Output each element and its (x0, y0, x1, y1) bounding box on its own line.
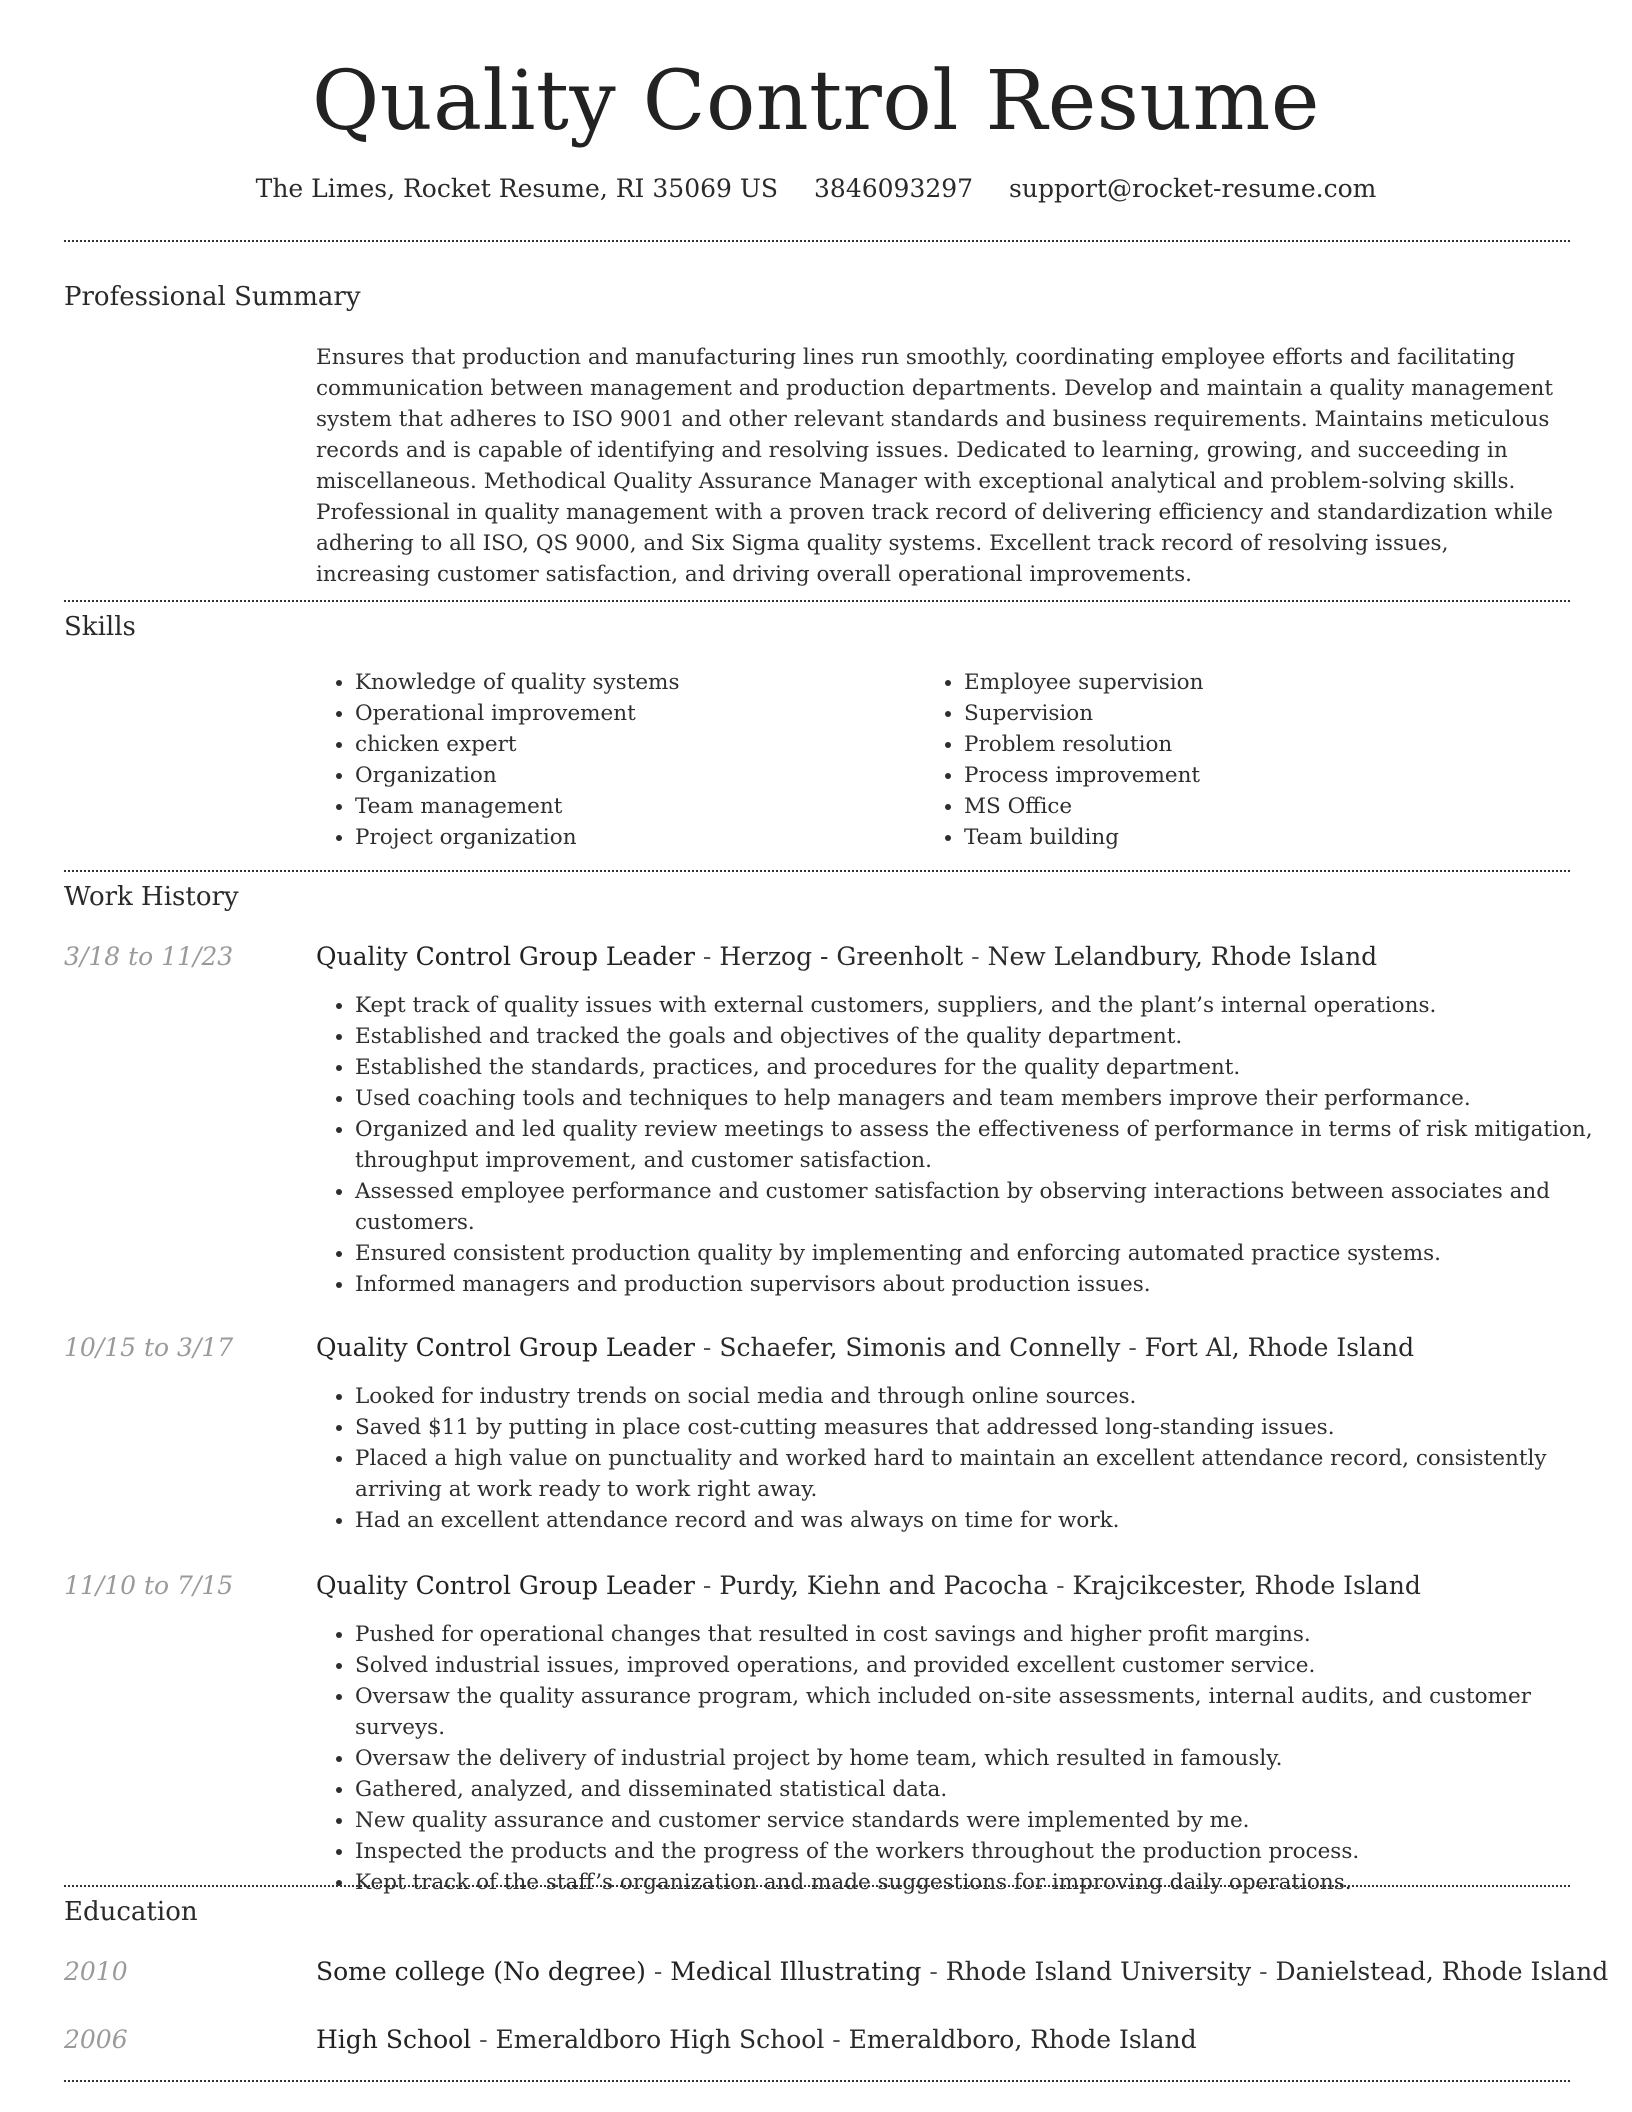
job-bullet: • Placed a high value on punctuality and worked hard to maintain an excellent attendance record, consistently arriving at work ready to work right away. (355, 1443, 1610, 1505)
education-school: Emeraldboro High School (495, 2025, 825, 2054)
contact-email: support@rocket-resume.com (1009, 174, 1377, 203)
job-bullet: • Looked for industry trends on social media and through online sources. (355, 1381, 1610, 1412)
job-dates: 3/18 to 11/23 (64, 942, 234, 971)
skill-item: • Supervision (964, 698, 1524, 729)
job-bullet: • Oversaw the delivery of industrial project by home team, which resulted in famously. (355, 1743, 1610, 1774)
job-bullet: • Organized and led quality review meetings to assess the effectiveness of performance in terms of risk mitigation, throughput improvement, and customer satisfaction. (355, 1114, 1610, 1176)
job-company: Purdy, Kiehn and Pacocha (719, 1571, 1049, 1600)
skill-item: • MS Office (964, 791, 1524, 822)
separator: - (824, 2025, 849, 2054)
divider (64, 240, 1570, 242)
education-location: Danielstead, Rhode Island (1275, 1957, 1609, 1986)
job-role: Quality Control Group Leader (316, 1333, 695, 1362)
separator: - (921, 1957, 946, 1986)
education-school: Rhode Island University (945, 1957, 1252, 1986)
skill-item: • Operational improvement (355, 698, 875, 729)
job-heading (316, 1331, 1414, 1365)
summary-heading: Professional Summary (64, 282, 361, 312)
job-dates: 10/15 to 3/17 (64, 1333, 234, 1362)
separator: - (963, 942, 988, 971)
job-bullet: • Informed managers and production supervisors about production issues. (355, 1269, 1610, 1300)
job-bullet: • Established the standards, practices, and procedures for the quality department. (355, 1052, 1610, 1083)
job-company: Schaefer, Simonis and Connelly (719, 1333, 1121, 1362)
skill-item: • Team building (964, 822, 1524, 853)
contact-address: The Limes, Rocket Resume, RI 35069 US (255, 174, 779, 203)
education-degree: High School (316, 2025, 472, 2054)
contact-phone: 3846093297 (814, 174, 974, 203)
job-bullet: • Gathered, analyzed, and disseminated statistical data. (355, 1774, 1610, 1805)
job-bullet: • Inspected the products and the progress of the workers throughout the production process. (355, 1836, 1610, 1867)
education-degree: Some college (No degree) (316, 1957, 646, 1986)
job-bullet: • Oversaw the quality assurance program, which included on-site assessments, internal audits, and customer surveys. (355, 1681, 1610, 1743)
education-location: Emeraldboro, Rhode Island (848, 2025, 1197, 2054)
skill-item: • Employee supervision (964, 667, 1524, 698)
resume-title: Quality Control Resume (312, 54, 1320, 149)
job-heading (316, 1569, 1421, 1603)
job-bullet: • Assessed employee performance and customer satisfaction by observing interactions between associates and customers. (355, 1176, 1610, 1238)
skill-item: • Project organization (355, 822, 875, 853)
education-year: 2006 (64, 2025, 128, 2054)
job-bullet: • Kept track of quality issues with external customers, suppliers, and the plant’s internal operations. (355, 990, 1610, 1021)
separator: - (645, 1957, 671, 1986)
job-bullet: • Used coaching tools and techniques to help managers and team members improve their performance. (355, 1083, 1610, 1114)
job-bullet: • Ensured consistent production quality by implementing and enforcing automated practice systems. (355, 1238, 1610, 1269)
separator: - (1048, 1571, 1073, 1600)
job-bullet: • Saved $11 by putting in place cost-cutting measures that addressed long-standing issues. (355, 1412, 1610, 1443)
job-location: New Lelandbury, Rhode Island (987, 942, 1378, 971)
education-entry (316, 1955, 1608, 1989)
job-bullet: • Had an excellent attendance record and was always on time for work. (355, 1505, 1610, 1536)
skills-heading: Skills (64, 612, 136, 642)
divider (64, 870, 1570, 872)
contact-line (0, 172, 1632, 206)
job-heading (316, 940, 1377, 974)
skills-list-left (311, 667, 875, 853)
separator: - (694, 942, 720, 971)
job-location: Krajcikcester, Rhode Island (1072, 1571, 1421, 1600)
skill-item: • Process improvement (964, 760, 1524, 791)
separator: - (471, 2025, 496, 2054)
separator: - (1251, 1957, 1276, 1986)
skill-item: • Organization (355, 760, 875, 791)
job-bullet: • Established and tracked the goals and objectives of the quality department. (355, 1021, 1610, 1052)
skill-item: • Knowledge of quality systems (355, 667, 875, 698)
job-bullet: • Solved industrial issues, improved operations, and provided excellent customer service. (355, 1650, 1610, 1681)
job-dates: 11/10 to 7/15 (64, 1571, 234, 1600)
education-heading: Education (64, 1897, 198, 1927)
skills-list-right (920, 667, 1524, 853)
job-bullet: • Pushed for operational changes that resulted in cost savings and higher profit margins. (355, 1619, 1610, 1650)
divider (64, 2080, 1570, 2082)
separator: - (1120, 1333, 1145, 1362)
job-company: Herzog - Greenholt (719, 942, 964, 971)
skill-item: • Problem resolution (964, 729, 1524, 760)
education-entry (316, 2023, 1197, 2057)
skill-item: • chicken expert (355, 729, 875, 760)
divider (64, 1885, 1570, 1887)
job-location: Fort Al, Rhode Island (1144, 1333, 1415, 1362)
job-bullet: • New quality assurance and customer service standards were implemented by me. (355, 1805, 1610, 1836)
summary-text: Ensures that production and manufacturing lines run smoothly, coordinating employee efforts and facilitating communication between management and production departments. Develop and maintain a quality management system that adheres to ISO 9001 and other relevant standards and business requirements. Maintains meticulous records and is capable of identifying and resolving issues. Dedicated to learning, growing, and succeeding in miscellaneous. Methodical Quality Assurance Manager with exceptional analytical and problem-solving skills. Professional in quality management with a proven track record of delivering efficiency and standardization while adhering to all ISO, QS 9000, and Six Sigma quality systems. Excellent track record of resolving issues, increasing customer satisfaction, and driving overall operational improvements. (316, 345, 1554, 587)
skill-item: • Team management (355, 791, 875, 822)
work-heading: Work History (64, 882, 239, 912)
separator: - (694, 1571, 720, 1600)
job-bullet: • Kept track of the staff’s organization and made suggestions for improving daily operations. (355, 1867, 1610, 1898)
job-bullets (311, 1619, 1610, 1898)
divider (64, 600, 1570, 602)
job-role: Quality Control Group Leader (316, 942, 695, 971)
job-role: Quality Control Group Leader (316, 1571, 695, 1600)
separator: - (694, 1333, 720, 1362)
education-year: 2010 (64, 1957, 128, 1986)
job-bullets (311, 1381, 1610, 1536)
job-bullets (311, 990, 1610, 1300)
education-field: Medical Illustrating (670, 1957, 922, 1986)
